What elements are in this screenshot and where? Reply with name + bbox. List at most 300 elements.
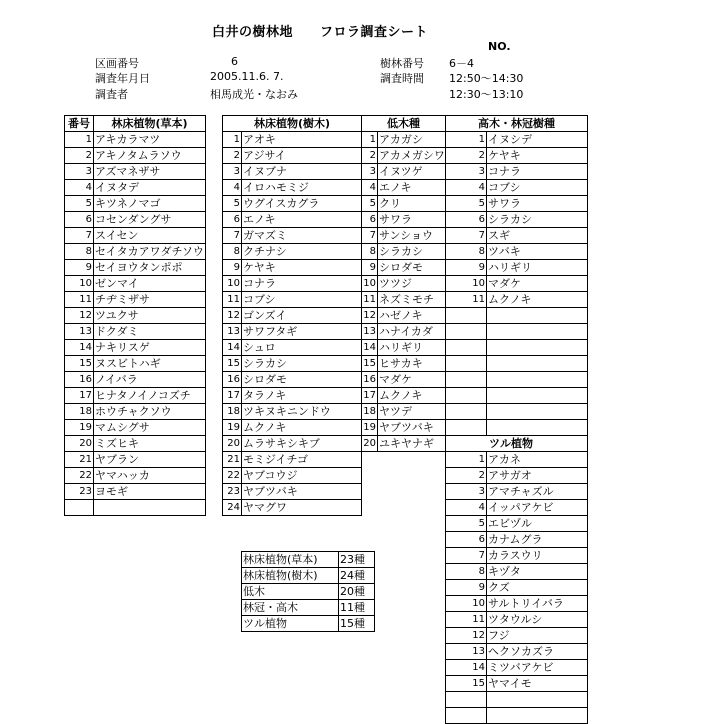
row-number: 3 bbox=[65, 164, 94, 180]
table-row bbox=[223, 180, 362, 196]
row-number: 7 bbox=[65, 228, 94, 244]
empty-cell bbox=[446, 308, 487, 324]
species-name: ヤブコウジ bbox=[242, 468, 362, 484]
table-row bbox=[446, 676, 588, 692]
species-name: イヌツゲ bbox=[378, 164, 446, 180]
species-name: エビヅル bbox=[487, 516, 588, 532]
table-row bbox=[65, 132, 206, 148]
row-number: 16 bbox=[65, 372, 94, 388]
empty-cell bbox=[446, 372, 487, 388]
table-row bbox=[223, 228, 362, 244]
table-row bbox=[446, 644, 588, 660]
row-number: 1 bbox=[223, 132, 242, 148]
species-name: カラスウリ bbox=[487, 548, 588, 564]
species-name: ヒナタノイノコズチ bbox=[94, 388, 206, 404]
row-number: 5 bbox=[362, 196, 378, 212]
species-name: サワラ bbox=[487, 196, 588, 212]
species-name: アキノタムラソウ bbox=[94, 148, 206, 164]
row-number: 20 bbox=[223, 436, 242, 452]
table-row bbox=[223, 212, 362, 228]
table-row bbox=[65, 404, 206, 420]
species-name: マダケ bbox=[378, 372, 446, 388]
area-value: 6 bbox=[231, 55, 238, 68]
species-name: ヘクソカズラ bbox=[487, 644, 588, 660]
row-number: 7 bbox=[362, 228, 378, 244]
row-number: 11 bbox=[362, 292, 378, 308]
empty-cell bbox=[487, 708, 588, 724]
empty-cell bbox=[487, 692, 588, 708]
table-row bbox=[362, 212, 446, 228]
table-row bbox=[446, 532, 588, 548]
species-name: フジ bbox=[487, 628, 588, 644]
species-name: ゴンズイ bbox=[242, 308, 362, 324]
row-number: 11 bbox=[446, 612, 487, 628]
species-name: ミツバアケビ bbox=[487, 660, 588, 676]
species-name: ユキヤナギ bbox=[378, 436, 446, 452]
row-number: 15 bbox=[223, 356, 242, 372]
row-number: 1 bbox=[446, 132, 487, 148]
table-row bbox=[446, 388, 588, 404]
row-number: 20 bbox=[65, 436, 94, 452]
row-number: 10 bbox=[65, 276, 94, 292]
row-number: 2 bbox=[446, 148, 487, 164]
species-name: ヤマハッカ bbox=[94, 468, 206, 484]
species-name: ツタウルシ bbox=[487, 612, 588, 628]
table-row bbox=[446, 420, 588, 436]
row-number: 2 bbox=[65, 148, 94, 164]
row-number: 22 bbox=[223, 468, 242, 484]
species-name: クズ bbox=[487, 580, 588, 596]
species-name: アズマネザサ bbox=[94, 164, 206, 180]
summary-category: 低木 bbox=[242, 584, 339, 600]
species-name: スギ bbox=[487, 228, 588, 244]
species-name: ヤツデ bbox=[378, 404, 446, 420]
row-number: 9 bbox=[65, 260, 94, 276]
species-name: マムシグサ bbox=[94, 420, 206, 436]
table-row bbox=[223, 372, 362, 388]
empty-cell bbox=[446, 404, 487, 420]
table-row bbox=[446, 484, 588, 500]
table-row bbox=[362, 292, 446, 308]
summary-category: 林床植物(樹木) bbox=[242, 568, 339, 584]
row-number: 6 bbox=[65, 212, 94, 228]
species-name: シュロ bbox=[242, 340, 362, 356]
no-label: NO. bbox=[488, 40, 511, 53]
species-name: ナキリスゲ bbox=[94, 340, 206, 356]
row-number: 11 bbox=[65, 292, 94, 308]
table-row bbox=[223, 292, 362, 308]
species-name: ヤブラン bbox=[94, 452, 206, 468]
summary-row bbox=[242, 600, 375, 616]
table-row bbox=[223, 260, 362, 276]
table-row bbox=[223, 196, 362, 212]
row-number: 9 bbox=[223, 260, 242, 276]
row-number: 17 bbox=[65, 388, 94, 404]
empty-cell bbox=[487, 340, 588, 356]
table-row bbox=[65, 436, 206, 452]
species-name: エノキ bbox=[378, 180, 446, 196]
species-name: マダケ bbox=[487, 276, 588, 292]
empty-cell bbox=[446, 356, 487, 372]
species-name: ムクノキ bbox=[242, 420, 362, 436]
species-name: アオキ bbox=[242, 132, 362, 148]
row-number: 22 bbox=[65, 468, 94, 484]
table-row bbox=[446, 228, 588, 244]
table-row bbox=[446, 164, 588, 180]
species-name: ヨモギ bbox=[94, 484, 206, 500]
species-name: アカネ bbox=[487, 452, 588, 468]
table-row bbox=[446, 404, 588, 420]
table-row bbox=[446, 580, 588, 596]
row-number: 6 bbox=[446, 532, 487, 548]
species-name: シラカシ bbox=[378, 244, 446, 260]
row-number: 8 bbox=[362, 244, 378, 260]
area-label: 区画番号 bbox=[95, 57, 139, 70]
table-row bbox=[65, 276, 206, 292]
row-number: 1 bbox=[446, 452, 487, 468]
row-number: 5 bbox=[223, 196, 242, 212]
species-name: イッパアケビ bbox=[487, 500, 588, 516]
row-number: 2 bbox=[223, 148, 242, 164]
species-name: アサガオ bbox=[487, 468, 588, 484]
species-name: イヌタデ bbox=[94, 180, 206, 196]
row-number: 14 bbox=[65, 340, 94, 356]
table-row bbox=[223, 276, 362, 292]
table-row bbox=[446, 132, 588, 148]
species-name: コブシ bbox=[487, 180, 588, 196]
empty-cell bbox=[487, 308, 588, 324]
row-number: 2 bbox=[446, 468, 487, 484]
row-number: 10 bbox=[446, 276, 487, 292]
row-number: 12 bbox=[362, 308, 378, 324]
table-row bbox=[446, 372, 588, 388]
row-number: 14 bbox=[446, 660, 487, 676]
table-row bbox=[446, 452, 588, 468]
row-number: 8 bbox=[223, 244, 242, 260]
table-row bbox=[65, 180, 206, 196]
table-row bbox=[65, 164, 206, 180]
species-name: サンショウ bbox=[378, 228, 446, 244]
shrub-table bbox=[361, 115, 446, 452]
species-name: シロダモ bbox=[378, 260, 446, 276]
species-name: エノキ bbox=[242, 212, 362, 228]
table-row bbox=[446, 612, 588, 628]
row-number: 2 bbox=[362, 148, 378, 164]
summary-category: 林冠・高木 bbox=[242, 600, 339, 616]
table-row bbox=[65, 212, 206, 228]
table-row bbox=[446, 500, 588, 516]
summary-row bbox=[242, 616, 375, 632]
row-number: 13 bbox=[65, 324, 94, 340]
table-row bbox=[223, 468, 362, 484]
empty-cell bbox=[446, 340, 487, 356]
date-value: 2005.11.6. 7. bbox=[210, 70, 284, 83]
time-label: 調査時間 bbox=[380, 72, 424, 85]
empty-cell bbox=[446, 388, 487, 404]
row-number: 17 bbox=[362, 388, 378, 404]
time-value-1: 12:50～14:30 bbox=[449, 72, 524, 85]
row-number: 4 bbox=[65, 180, 94, 196]
species-name: ムラサキシキブ bbox=[242, 436, 362, 452]
row-number: 10 bbox=[362, 276, 378, 292]
row-number: 13 bbox=[223, 324, 242, 340]
table-row bbox=[223, 164, 362, 180]
vine-header: ツル植物 bbox=[446, 436, 588, 452]
table-row bbox=[223, 500, 362, 516]
row-number: 6 bbox=[362, 212, 378, 228]
table-row bbox=[223, 356, 362, 372]
table-row bbox=[362, 324, 446, 340]
species-name: ヌスビトハギ bbox=[94, 356, 206, 372]
table-row bbox=[65, 356, 206, 372]
species-name: クリ bbox=[378, 196, 446, 212]
row-number: 18 bbox=[65, 404, 94, 420]
table-row bbox=[362, 372, 446, 388]
row-number: 13 bbox=[362, 324, 378, 340]
species-name: イヌシデ bbox=[487, 132, 588, 148]
table-row bbox=[223, 148, 362, 164]
row-number: 4 bbox=[446, 180, 487, 196]
species-name: イヌブナ bbox=[242, 164, 362, 180]
table-row bbox=[362, 404, 446, 420]
table-row bbox=[65, 484, 206, 500]
species-name: ヤマイモ bbox=[487, 676, 588, 692]
table-row bbox=[446, 308, 588, 324]
row-number: 5 bbox=[446, 196, 487, 212]
row-number: 11 bbox=[446, 292, 487, 308]
row-number: 16 bbox=[223, 372, 242, 388]
table-row bbox=[223, 340, 362, 356]
row-number: 8 bbox=[446, 244, 487, 260]
species-name: ハリギリ bbox=[378, 340, 446, 356]
row-number: 19 bbox=[223, 420, 242, 436]
summary-table bbox=[241, 551, 375, 632]
species-name: ハリギリ bbox=[487, 260, 588, 276]
species-name: コナラ bbox=[487, 164, 588, 180]
table-row bbox=[446, 180, 588, 196]
row-number: 1 bbox=[362, 132, 378, 148]
table-row bbox=[446, 692, 588, 708]
species-name: ハゼノキ bbox=[378, 308, 446, 324]
table-row bbox=[446, 516, 588, 532]
row-number: 12 bbox=[446, 628, 487, 644]
empty-cell bbox=[487, 388, 588, 404]
species-name: ウグイスカグラ bbox=[242, 196, 362, 212]
table-row bbox=[223, 404, 362, 420]
species-name: コナラ bbox=[242, 276, 362, 292]
row-number: 13 bbox=[446, 644, 487, 660]
date-label: 調査年月日 bbox=[95, 72, 150, 85]
table-row bbox=[65, 388, 206, 404]
row-number: 18 bbox=[362, 404, 378, 420]
species-name: ミズヒキ bbox=[94, 436, 206, 452]
row-number: 15 bbox=[65, 356, 94, 372]
table-row bbox=[65, 372, 206, 388]
empty-cell bbox=[446, 324, 487, 340]
row-number: 7 bbox=[446, 228, 487, 244]
row-number: 5 bbox=[65, 196, 94, 212]
table-row bbox=[446, 468, 588, 484]
species-name: モミジイチゴ bbox=[242, 452, 362, 468]
table-row bbox=[446, 340, 588, 356]
row-number: 7 bbox=[223, 228, 242, 244]
col-shrub-header: 低木種 bbox=[362, 116, 446, 132]
table-row bbox=[223, 452, 362, 468]
col-number-header: 番号 bbox=[65, 116, 94, 132]
row-number: 6 bbox=[446, 212, 487, 228]
species-name: コセンダングサ bbox=[94, 212, 206, 228]
row-number: 20 bbox=[362, 436, 378, 452]
row-number: 21 bbox=[223, 452, 242, 468]
table-row bbox=[446, 148, 588, 164]
summary-row bbox=[242, 568, 375, 584]
table-row bbox=[65, 260, 206, 276]
species-name: ツキヌキニンドウ bbox=[242, 404, 362, 420]
row-number: 24 bbox=[223, 500, 242, 516]
summary-count: 20種 bbox=[339, 584, 375, 600]
table-row bbox=[446, 548, 588, 564]
row-number: 19 bbox=[362, 420, 378, 436]
table-row bbox=[223, 420, 362, 436]
table-row bbox=[223, 484, 362, 500]
species-name: ネズミモチ bbox=[378, 292, 446, 308]
row-number: 15 bbox=[446, 676, 487, 692]
row-number: 6 bbox=[223, 212, 242, 228]
row-number: 10 bbox=[223, 276, 242, 292]
table-row bbox=[446, 356, 588, 372]
time-value-2: 12:30～13:10 bbox=[449, 88, 524, 101]
row-number: 3 bbox=[362, 164, 378, 180]
summary-count: 15種 bbox=[339, 616, 375, 632]
row-number: 9 bbox=[362, 260, 378, 276]
species-name: ガマズミ bbox=[242, 228, 362, 244]
table-row bbox=[446, 660, 588, 676]
empty-cell bbox=[487, 356, 588, 372]
surveyor-value: 相馬成光・なおみ bbox=[210, 88, 298, 101]
table-row bbox=[362, 228, 446, 244]
species-name: サワフタギ bbox=[242, 324, 362, 340]
species-name: コブシ bbox=[242, 292, 362, 308]
species-name: ケヤキ bbox=[487, 148, 588, 164]
table-row bbox=[446, 708, 588, 724]
table-row bbox=[65, 308, 206, 324]
species-name: キヅタ bbox=[487, 564, 588, 580]
species-name: ツユクサ bbox=[94, 308, 206, 324]
species-name: クチナシ bbox=[242, 244, 362, 260]
table-row bbox=[65, 468, 206, 484]
species-name: チヂミザサ bbox=[94, 292, 206, 308]
species-name: セイヨウタンポポ bbox=[94, 260, 206, 276]
row-number: 17 bbox=[223, 388, 242, 404]
row-number: 4 bbox=[362, 180, 378, 196]
table-row bbox=[65, 340, 206, 356]
species-name: ドクダミ bbox=[94, 324, 206, 340]
species-name: ノイバラ bbox=[94, 372, 206, 388]
row-number: 15 bbox=[362, 356, 378, 372]
species-name: ホウチャクソウ bbox=[94, 404, 206, 420]
row-number: 3 bbox=[223, 164, 242, 180]
row-number: 3 bbox=[446, 164, 487, 180]
species-name: ツツジ bbox=[378, 276, 446, 292]
species-name: シラカシ bbox=[242, 356, 362, 372]
table-row bbox=[362, 308, 446, 324]
row-number: 1 bbox=[65, 132, 94, 148]
table-row bbox=[362, 180, 446, 196]
forest-value: 6－4 bbox=[449, 57, 474, 70]
table-row bbox=[446, 628, 588, 644]
canopy-table bbox=[445, 115, 588, 724]
table-row bbox=[446, 324, 588, 340]
empty-cell bbox=[487, 372, 588, 388]
table-row bbox=[65, 292, 206, 308]
species-name: ヒサカキ bbox=[378, 356, 446, 372]
table-row bbox=[65, 244, 206, 260]
summary-row bbox=[242, 552, 375, 568]
species-name: イロハモミジ bbox=[242, 180, 362, 196]
table-row bbox=[362, 276, 446, 292]
col-herb-header: 林床植物(草本) bbox=[94, 116, 206, 132]
empty-cell bbox=[94, 500, 206, 516]
table-row bbox=[446, 564, 588, 580]
forest-label: 樹林番号 bbox=[380, 57, 424, 70]
tree-seedling-table bbox=[222, 115, 362, 516]
table-row bbox=[362, 132, 446, 148]
species-name: シラカシ bbox=[487, 212, 588, 228]
table-row bbox=[362, 148, 446, 164]
table-row bbox=[223, 436, 362, 452]
table-row bbox=[362, 356, 446, 372]
empty-cell bbox=[487, 420, 588, 436]
species-name: ハナイカダ bbox=[378, 324, 446, 340]
summary-row bbox=[242, 584, 375, 600]
species-name: ムクノキ bbox=[487, 292, 588, 308]
table-row bbox=[362, 340, 446, 356]
col-canopy-header: 高木・林冠樹種 bbox=[446, 116, 588, 132]
empty-cell bbox=[65, 500, 94, 516]
row-number: 16 bbox=[362, 372, 378, 388]
row-number: 11 bbox=[223, 292, 242, 308]
summary-category: 林床植物(草本) bbox=[242, 552, 339, 568]
table-row bbox=[446, 244, 588, 260]
species-name: ヤマグワ bbox=[242, 500, 362, 516]
species-name: カナムグラ bbox=[487, 532, 588, 548]
row-number: 7 bbox=[446, 548, 487, 564]
herb-table bbox=[64, 115, 206, 516]
row-number: 4 bbox=[223, 180, 242, 196]
row-number: 10 bbox=[446, 596, 487, 612]
table-row bbox=[446, 196, 588, 212]
species-name: ケヤキ bbox=[242, 260, 362, 276]
table-row bbox=[446, 292, 588, 308]
species-name: ゼンマイ bbox=[94, 276, 206, 292]
table-row bbox=[65, 148, 206, 164]
species-name: キツネノマゴ bbox=[94, 196, 206, 212]
row-number: 8 bbox=[65, 244, 94, 260]
table-row bbox=[65, 196, 206, 212]
table-row bbox=[446, 212, 588, 228]
empty-cell bbox=[446, 708, 487, 724]
summary-count: 11種 bbox=[339, 600, 375, 616]
table-row bbox=[362, 420, 446, 436]
species-name: アキカラマツ bbox=[94, 132, 206, 148]
species-name: アカメガシワ bbox=[379, 148, 445, 162]
species-name: ヤブツバキ bbox=[242, 484, 362, 500]
row-number: 19 bbox=[65, 420, 94, 436]
species-name: タラノキ bbox=[242, 388, 362, 404]
table-row bbox=[223, 308, 362, 324]
summary-category: ツル植物 bbox=[242, 616, 339, 632]
row-number: 4 bbox=[446, 500, 487, 516]
